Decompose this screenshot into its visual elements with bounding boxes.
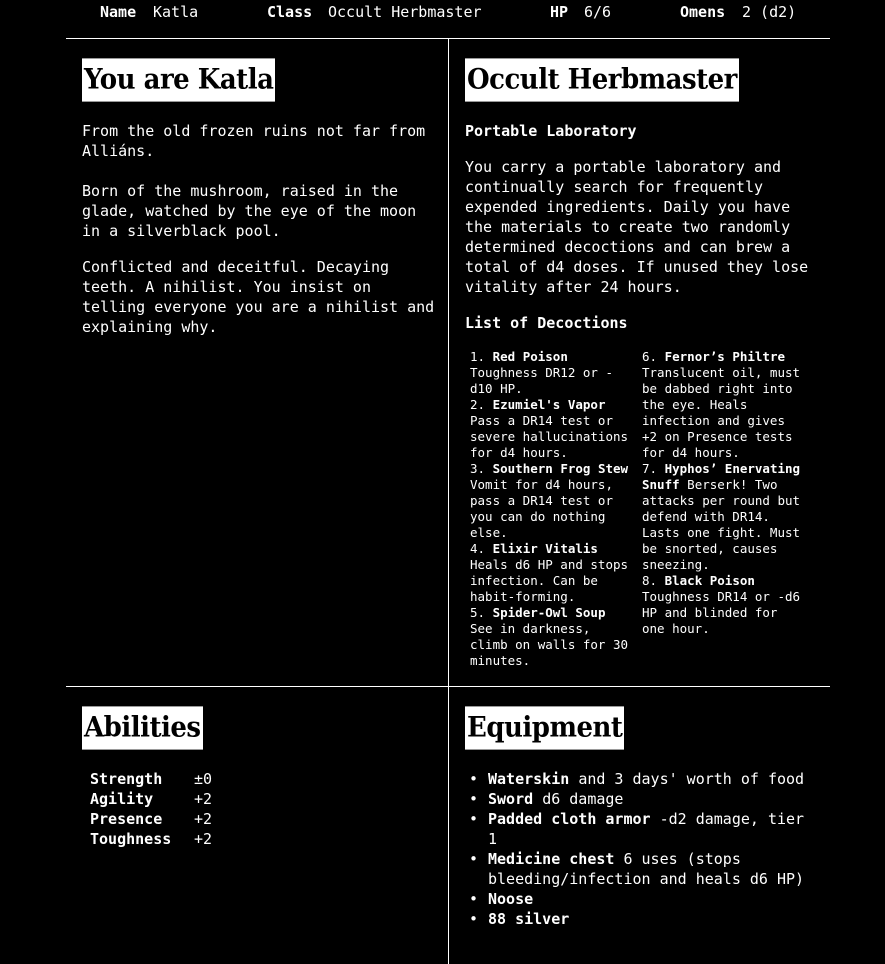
decoction-item: 4. Elixir Vitalis Heals d6 HP and stops infection. Can be habit-forming. xyxy=(470,541,629,604)
decoction-effect: Berserk! Two attacks per round but defend with DR14. Lasts one fight. Must be snorted, causes sneezing. xyxy=(642,477,801,572)
equipment-heading: Equipment xyxy=(465,706,624,749)
bio-heading: You are Katla xyxy=(82,58,275,101)
character-stats-bar xyxy=(0,0,885,26)
equipment-item: • Waterskin and 3 days' worth of food xyxy=(465,769,810,789)
ability-name: Agility xyxy=(90,790,154,808)
equipment-item: • Noose xyxy=(465,889,810,909)
bio-panel xyxy=(82,60,437,337)
decoction-item: 7. Hyphos’ Enervating Snuff Berserk! Two attacks per round but defend with DR14. Lasts one fight. Must be snorted, causes sneezing. xyxy=(642,461,801,572)
class-feature-description: You carry a portable laboratory and continually search for frequently expended ingredients. Daily you have the materials to create two randomly determined decoctions and can brew a total of d4 doses. If unused they lose vitality after 24 hours. xyxy=(465,158,809,296)
decoction-name: Fernor’s Philtre xyxy=(664,349,786,364)
decoction-item: 1. Red Poison Toughness DR12 or -d10 HP. xyxy=(470,349,613,396)
class-label: Class xyxy=(267,3,313,21)
equipment-item: • Padded cloth armor -d2 damage, tier 1 xyxy=(465,809,810,849)
equipment-item: • Sword d6 damage xyxy=(465,789,810,809)
ability-value: ±0 xyxy=(194,770,213,788)
decoction-item: 6. Fernor’s Philtre Translucent oil, must be dabbed right into the eye. Heals infection and gives +2 on Presence tests for d4 hours. xyxy=(642,349,801,460)
decoction-effect: Toughness DR14 or -d6 HP and blinded for one hour. xyxy=(642,589,801,636)
decoctions-column-left xyxy=(470,349,632,669)
decoction-name: Spider-Owl Soup xyxy=(492,605,606,620)
decoction-item: 3. Southern Frog Stew Vomit for d4 hours, pass a DR14 test or you can do nothing else. xyxy=(470,461,629,540)
ability-name: Presence xyxy=(90,810,163,828)
decoctions-list xyxy=(470,349,815,668)
decoction-effect: Translucent oil, must be dabbed right into the eye. Heals infection and gives +2 on Presence tests for d4 hours. xyxy=(642,365,801,460)
decoction-name: Black Poison xyxy=(664,573,755,588)
decoction-item: 2. Ezumiel's Vapor Pass a DR14 test or severe hallucinations for d4 hours. xyxy=(470,397,629,460)
decoction-name: Hyphos’ Enervating Snuff xyxy=(642,461,801,492)
name-value: Katla xyxy=(153,3,199,21)
equipment-list xyxy=(465,769,810,929)
bio-birth: Born of the mushroom, raised in the glade, watched by the eye of the moon in a silverblack pool. xyxy=(82,182,417,240)
decoction-effect: Pass a DR14 test or severe hallucinations for d4 hours. xyxy=(470,413,629,460)
decoction-name: Red Poison xyxy=(492,349,568,364)
abilities-list xyxy=(90,769,437,849)
bio-origin: From the old frozen ruins not far from Alliáns. xyxy=(82,122,426,160)
decoction-name: Ezumiel's Vapor xyxy=(492,397,606,412)
class-heading: Occult Herbmaster xyxy=(465,58,739,101)
equipment-item: • 88 silver xyxy=(465,909,810,929)
decoction-name: Elixir Vitalis xyxy=(492,541,598,556)
class-panel xyxy=(465,60,815,333)
column-divider xyxy=(448,38,449,964)
ability-name: Toughness xyxy=(90,830,172,848)
class-value: Occult Herbmaster xyxy=(328,3,482,21)
abilities-panel xyxy=(82,708,437,849)
class-feature-title: Portable Laboratory xyxy=(465,122,637,140)
decoction-effect: Vomit for d4 hours, pass a DR14 test or you can do nothing else. xyxy=(470,477,613,540)
decoctions-title: List of Decoctions xyxy=(465,314,628,332)
decoction-effect: See in darkness, climb on walls for 30 minutes. xyxy=(470,621,629,668)
ability-value: +2 xyxy=(194,810,213,828)
ability-name: Strength xyxy=(90,770,163,788)
ability-value: +2 xyxy=(194,830,213,848)
ability-value: +2 xyxy=(194,790,213,808)
abilities-heading: Abilities xyxy=(82,706,203,749)
hp-value: 6/6 xyxy=(584,3,612,21)
decoction-item: 8. Black Poison Toughness DR14 or -d6 HP and blinded for one hour. xyxy=(642,573,801,636)
decoction-effect: Toughness DR12 or -d10 HP. xyxy=(470,365,613,396)
omens-label: Omens xyxy=(680,3,726,21)
equipment-panel xyxy=(465,708,810,929)
hp-label: HP xyxy=(550,3,569,21)
bio-traits: Conflicted and deceitful. Decaying teeth. A nihilist. You insist on telling everyone you are a nihilist and explaining why. xyxy=(82,258,435,336)
equipment-item: • Medicine chest 6 uses (stops bleeding/infection and heals d6 HP) xyxy=(465,849,810,889)
name-label: Name xyxy=(100,3,137,21)
decoction-item: 5. Spider-Owl Soup See in darkness, climb on walls for 30 minutes. xyxy=(470,605,629,668)
decoction-effect: Heals d6 HP and stops infection. Can be habit-forming. xyxy=(470,557,629,604)
decoctions-column-right xyxy=(642,349,807,637)
decoction-name: Southern Frog Stew xyxy=(492,461,629,476)
omens-value: 2 (d2) xyxy=(742,3,797,21)
